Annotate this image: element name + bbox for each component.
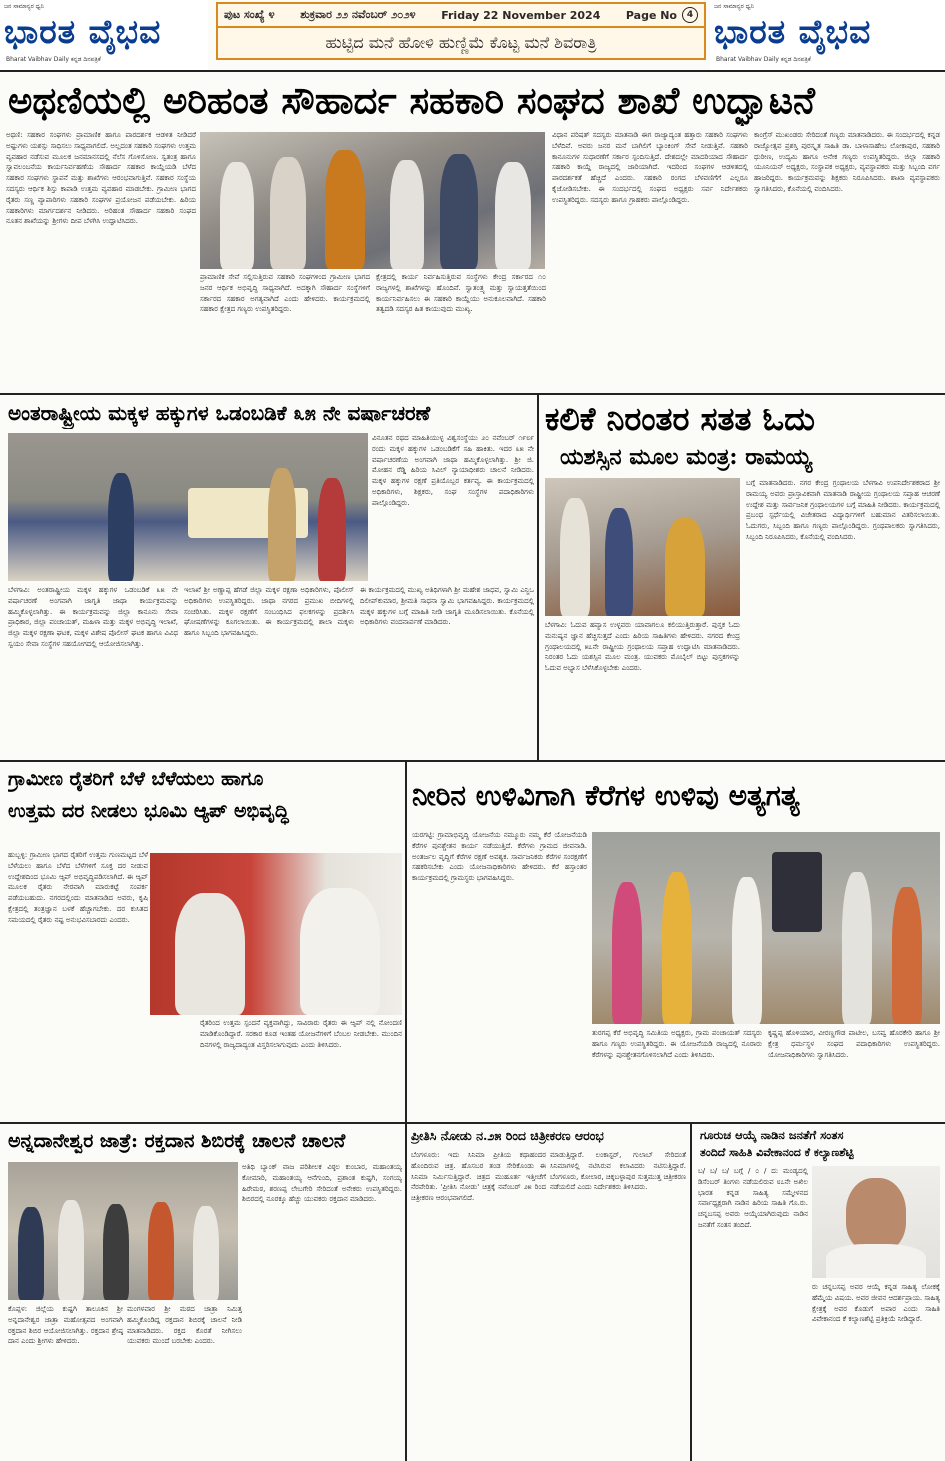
story-subheadline: ತಂದಿದೆ ಸಾಹಿತಿ ವಿವೇಕಾನಂದ ಕೆ ಕಲ್ಯಾಣಶೆಟ್ಟಿ <box>700 1146 854 1159</box>
divider <box>0 393 945 395</box>
divider <box>405 762 407 1122</box>
story-column: ಕೊಪ್ಪಳ: ಜಿಲ್ಲೆಯ ಕುಷ್ಟಗಿ ತಾಲೂಕಿನ ಶ್ರೀ ಅನ್ನದಾನೇಶ್ವರ ಜಾತ್ರಾ ಮಹೋತ್ಸವದ ಅಂಗವಾಗಿ ರಕ್ತದಾನ ಶಿಬಿರ ಆಯೋಜಿಸಲಾಗಿತ್ತು. ರಕ್ತದಾನ ಶ್ರೇಷ್ಠ ದಾನ ಎಂದು ಶ್ರೀಗಳು ಹೇಳಿದರು. <box>8 1305 123 1346</box>
event-photo <box>8 1162 238 1300</box>
divider <box>405 1124 407 1461</box>
story-headline: ಅಥಣಿಯಲ್ಲಿ ಅರಿಹಂತ ಸೌಹಾರ್ದ ಸಹಕಾರಿ ಸಂಘದ ಶಾಖೆ ಉದ್ಘಾಟನೆ <box>8 78 816 122</box>
masthead-subtitle: Bharat Vaibhav Daily ಕನ್ನಡ ದಿನಪತ್ರಿಕೆ <box>716 56 811 63</box>
divider <box>537 395 539 760</box>
story-column: ಇಲಾಖೆ ಶ್ರೀ ಅಣ್ಣಾಪ್ಪ ಹೆಗಡೆ ಜಿಲ್ಲಾ ಮಕ್ಕಳ ರಕ್ಷಣಾ ಅಧಿಕಾರಿಗಳು, ಪೊಲೀಸ್ ಅಧಿಕಾರಿಗಳು ಉಪಸ್ಥಿತರಿದ್ದರು. ಜಾಥಾ ನಗರದ ಪ್ರಮುಖ ಬೀದಿಗಳಲ್ಲಿ ಸಂಚರಿಸಿತು. ಮಕ್ಕಳ ರಕ್ಷಣೆಗೆ ಸಂಬಂಧಿಸಿದ ಫಲಕಗಳನ್ನು ಪ್ರದರ್ಶಿಸಿ ಘೋಷಣೆಗಳನ್ನು ಕೂಗಲಾಯಿತು. ಈ ಕಾರ್ಯಕ್ರಮದಲ್ಲಿ ಶಾಲಾ ಮಕ್ಕಳು ಹಾಗೂ ಸಿಬ್ಬಂದಿ ಭಾಗವಹಿಸಿದ್ದರು. <box>184 586 354 638</box>
story-column: ಮಂಗಳವಾರ ಶ್ರೀ ಮಠದ ಜಾತ್ರಾ ನಿಮಿತ್ತ ಹಮ್ಮಿಕೊಂಡಿದ್ದ ರಕ್ತದಾನ ಶಿಬಿರಕ್ಕೆ ಚಾಲನೆ ನೀಡಿ ಮಾತನಾಡಿದರು. ರಕ್ತದ ಕೊರತೆ ನೀಗಿಸಲು ಯುವಕರು ಮುಂದೆ ಬರಬೇಕು ಎಂದರು. <box>127 1305 242 1346</box>
portrait-photo <box>812 1166 940 1278</box>
story-headline: ಗೂರುಚ ಆಯ್ಕೆ ನಾಡಿನ ಜನತೆಗೆ ಸಂತಸ <box>700 1128 844 1142</box>
story-column: ಕಾಂಗ್ರೆಸ್ ಮುಖಂಡರು ಸೇರಿದಂತೆ ಗಣ್ಯರು ಮಾತನಾಡಿದರು. ಈ ಸಂದರ್ಭದಲ್ಲಿ ಕನ್ನಡ ರಾಜ್ಯೋತ್ಸವ ಪ್ರಶಸ್ತಿ ಪುರಸ್ಕೃತ ಸಾಹಿತಿ ಡಾ. ಬಾಳಾಸಾಹೇಬ ಲೋಕಾಪುರ, ಸಹಕಾರಿ ಧುರೀಣ, ಉದ್ಯಮಿ ಹಾಗೂ ಅನೇಕ ಗಣ್ಯರು ಉಪಸ್ಥಿತರಿದ್ದರು. ಜಿಲ್ಲಾ ಸಹಕಾರಿ ಯೂನಿಯನ್ ಅಧ್ಯಕ್ಷರು, ಸಂಸ್ಥಾಪಕ ಅಧ್ಯಕ್ಷರು, ವ್ಯವಸ್ಥಾಪಕರು ಮತ್ತು ಸಿಬ್ಬಂದಿ ವರ್ಗ ಹಾಜರಿದ್ದರು. ಕಾರ್ಯಕ್ರಮವನ್ನು ಶಿಕ್ಷಕರು ನಿರೂಪಿಸಿದರು. ಶಾಖಾ ವ್ಯವಸ್ಥಾಪಕರು ಸ್ವಾಗತಿಸಿದರು, ಕೊನೆಯಲ್ಲಿ ವಂದಿಸಿದರು. <box>754 131 940 193</box>
event-photo <box>200 132 545 269</box>
story-headline: ಪ್ರೀತಿಸಿ ನೋಡು ನ.೨೫ ರಿಂದ ಚಿತ್ರೀಕರಣ ಆರಂಭ <box>411 1128 604 1143</box>
story-column: ವಿಧಾನ ಪರಿಷತ್ ಸದಸ್ಯರು ಮಾತನಾಡಿ ಈಗ ರಾಜ್ಯಾದ್ಯಂತ ಹತ್ತಾರು ಸಹಕಾರಿ ಸಂಘಗಳು ಬೆಳೆದಿವೆ. ಅವರು ಜನರ ಮನೆ ಬಾಗಿಲಿಗೆ ಬ್ಯಾಂಕಿಂಗ್ ಸೇವೆ ನೀಡುತ್ತಿವೆ. ಸಹಕಾರಿ ಕಾನೂನುಗಳ ಸುಧಾರಣೆಗೆ ಸರ್ಕಾರ ಸ್ಪಂದಿಸುತ್ತಿದೆ. ದೇಶದಲ್ಲೇ ಮಾದರಿಯಾದ ಸೌಹಾರ್ದ ಸಹಕಾರಿ ಕಾಯ್ದೆ ರಾಜ್ಯದಲ್ಲಿ ಜಾರಿಯಾಗಿದೆ. ಇದರಿಂದ ಸಂಘಗಳ ಆಡಳಿತದಲ್ಲಿ ಪಾರದರ್ಶಕತೆ ಹೆಚ್ಚಿದೆ ಎಂದರು. ಸಹಕಾರಿ ರಂಗದ ಬೆಳವಣಿಗೆಗೆ ಎಲ್ಲರೂ ಕೈಜೋಡಿಸಬೇಕು. ಈ ಸಂದರ್ಭದಲ್ಲಿ ಸಂಘದ ಅಧ್ಯಕ್ಷರು ಸರ್ವ ನಿರ್ದೇಶಕರು ಉಪಸ್ಥಿತರಿದ್ದರು. ಸದಸ್ಯರು ಹಾಗೂ ಗ್ರಾಹಕರು ಪಾಲ್ಗೊಂಡಿದ್ದರು. <box>552 131 748 204</box>
masthead-motto: ಹುಟ್ಟಿದ ಮನೆ ಹೋಳಿ ಹುಣ್ಣಿಮೆ ಕೊಟ್ಟ ಮನೆ ಶಿವರಾತ್ರಿ <box>325 33 597 52</box>
masthead-subtitle: Bharat Vaibhav Daily ಕನ್ನಡ ದಿನಪತ್ರಿಕೆ <box>6 56 101 63</box>
story-subheadline: ಉತ್ತಮ ದರ ನೀಡಲು ಭೂಮಿ ಆ್ಯಪ್ ಅಭಿವೃದ್ಧಿ <box>8 800 289 822</box>
event-photo <box>545 478 740 616</box>
story-column: ಬೆಂಗಳೂರು: ಇದು ಸಿನಿಮಾ ಪ್ರೀತಿಯ ಕಥಾಹಂದರ ಹೊಂದಿರುವ ಚಿತ್ರ. ಹೊಸಬರ ತಂಡ ಸೇರಿಕೊಂಡು ಈ ಸಿನಿಮಾ ನಿರ್ಮಿಸುತ್ತಿದ್ದಾರೆ. ಚಿತ್ರದ ಮುಹೂರ್ತ ಇತ್ತೀಚೆಗೆ ನೆರವೇರಿತು. 'ಪ್ರೀತಿಸಿ ನೋಡು' ಚಿತ್ರಕ್ಕೆ ನವೆಂಬರ್ ೨೫ ರಿಂದ ಚಿತ್ರೀಕರಣ ಆರಂಭವಾಗಲಿದೆ. <box>411 1151 546 1203</box>
masthead-tagline: ಜನ ಸಾಮಾನ್ಯರ ಧ್ವನಿ <box>714 3 754 10</box>
masthead-tagline: ಜನ ಸಾಮಾನ್ಯರ ಧ್ವನಿ <box>4 3 44 10</box>
masthead-left <box>0 0 208 70</box>
story-column: ಕ್ಷೇತ್ರದಲ್ಲಿ ಕಾರ್ಯ ನಿರ್ವಹಿಸುತ್ತಿರುವ ಸಂಸ್ಥೆಗಳು ಕೇಂದ್ರ ಸರ್ಕಾರದ ೧೦ ರಾಜ್ಯಗಳಲ್ಲಿ ಶಾಖೆಗಳನ್ನು ಹೊಂದಿವೆ. ಸ್ವಾತಂತ್ರ್ಯ ಮತ್ತು ಸ್ವಾಯತ್ತತೆಯಿಂದ ಕಾರ್ಯನಿರ್ವಹಿಸಲು ಈ ಸಹಕಾರಿ ಕಾಯ್ದೆಯು ಅನುಕೂಲವಾಗಿದೆ. ಸಹಕಾರಿ ತತ್ವದಡಿ ಸದಸ್ಯರ ಹಿತ ಕಾಯುವುದು ಮುಖ್ಯ. <box>376 273 546 314</box>
story-column: ಬ/ ಬ/ ಬ/ ಬಗ್ಗೆ / ೦ / ದ: ಮಂಡ್ಯದಲ್ಲಿ ಡಿಸೆಂಬರ್ ತಿಂಗಳು ನಡೆಯಲಿರುವ ೮೭ನೇ ಅಖಿಲ ಭಾರತ ಕನ್ನಡ ಸಾಹಿತ್ಯ ಸಮ್ಮೇಳನದ ಸರ್ವಾಧ್ಯಕ್ಷರಾಗಿ ನಾಡಿನ ಹಿರಿಯ ಸಾಹಿತಿ ಗೊ.ರು. ಚನ್ನಬಸಪ್ಪ ಅವರು ಆಯ್ಕೆಯಾಗಿರುವುದು ನಾಡಿನ ಜನತೆಗೆ ಸಂತಸ ತಂದಿದೆ. <box>698 1167 808 1229</box>
story-headline: ಅನ್ನದಾನೇಶ್ವರ ಜಾತ್ರೆ: ರಕ್ತದಾನ ಶಿಬಿರಕ್ಕೆ ಚಾಲನೆ ಚಾಲನೆ <box>8 1130 346 1152</box>
event-photo <box>592 832 940 1024</box>
story-column: ತುರಗಪ್ಪ ಕೆರೆ ಅಭಿವೃದ್ಧಿ ಸಮಿತಿಯ ಅಧ್ಯಕ್ಷರು, ಗ್ರಾಮ ಪಂಚಾಯತ್ ಸದಸ್ಯರು ಹಾಗೂ ಗಣ್ಯರು ಉಪಸ್ಥಿತರಿದ್ದರು. ಈ ಯೋಜನೆಯಡಿ ರಾಜ್ಯದಲ್ಲಿ ನೂರಾರು ಕೆರೆಗಳನ್ನು ಪುನಶ್ಚೇತನಗೊಳಿಸಲಾಗಿದೆ ಎಂದು ತಿಳಿಸಿದರು. <box>592 1029 762 1059</box>
story-headline: ಗ್ರಾಮೀಣ ರೈತರಿಗೆ ಬೆಳೆ ಬೆಳೆಯಲು ಹಾಗೂ <box>8 768 264 790</box>
story-headline: ಅಂತರಾಷ್ಟ್ರೀಯ ಮಕ್ಕಳ ಹಕ್ಕುಗಳ ಒಡಂಬಡಿಕೆ ೩೫ ನೇ ವರ್ಷಾಚರಣೆ <box>8 401 431 425</box>
story-headline: ನೀರಿನ ಉಳಿವಿಗಾಗಿ ಕೆರೆಗಳ ಉಳಿವು ಅತ್ಯಗತ್ಯ <box>412 779 800 812</box>
story-column: ಮಾಡುತ್ತಿದ್ದಾರೆ. ಲಂಕಾಸ್ಟರ್, ಗುಲಾಬ್ ಸೇರಿದಂತೆ ಸಿನಿಮಾಗಳಲ್ಲಿ ನಟಿಸಿರುವ ಕಲಾವಿದರು ನಟಿಸುತ್ತಿದ್ದಾರೆ. ಬೆಂಗಳೂರು, ಕೋಲಾರ, ಚಿಕ್ಕಬಳ್ಳಾಪುರ ಸುತ್ತಮುತ್ತ ಚಿತ್ರೀಕರಣ ನಡೆಯಲಿದೆ ಎಂದು ನಿರ್ದೇಶಕರು ತಿಳಿಸಿದರು. <box>550 1151 686 1192</box>
story-subheadline: ಯಶಸ್ಸಿನ ಮೂಲ ಮಂತ್ರ: ರಾಮಯ್ಯ <box>560 444 813 470</box>
story-column: ಪ್ರಾಮಾಣಿಕ ಸೇವೆ ಸಲ್ಲಿಸುತ್ತಿರುವ ಸಹಕಾರಿ ಸಂಘಗಳಿಂದ ಗ್ರಾಮೀಣ ಭಾಗದ ಜನರ ಆರ್ಥಿಕ ಅಭಿವೃದ್ಧಿ ಸಾಧ್ಯವಾಗಿದೆ. ಅದಕ್ಕಾಗಿ ಸೌಹಾರ್ದ ಸಂಸ್ಥೆಗಳಿಗೆ ಸರ್ಕಾರದ ಸಹಕಾರ ಅಗತ್ಯವಾಗಿದೆ ಎಂದು ಹೇಳಿದರು. ಕಾರ್ಯಕ್ರಮದಲ್ಲಿ ಸಹಕಾರ ಕ್ಷೇತ್ರದ ಗಣ್ಯರು ಉಪಸ್ಥಿತರಿದ್ದರು. <box>200 273 370 314</box>
story-column: ಕೃಷ್ಣಪ್ಪ ಹೊಳಿಯಾರ, ವೀರಣ್ಣಗೌಡ ಪಾಟೀಲ, ಬಸವ್ವ ಹೊರಕೇರಿ ಹಾಗೂ ಶ್ರೀ ಕ್ಷೇತ್ರ ಧರ್ಮಸ್ಥಳ ಸಂಘದ ಪದಾಧಿಕಾರಿಗಳು ಉಪಸ್ಥಿತರಿದ್ದರು. ಯೋಜನಾಧಿಕಾರಿಗಳು ಸ್ವಾಗತಿಸಿದರು. <box>768 1029 940 1059</box>
masthead-right <box>710 0 945 70</box>
story-column: ಬಗ್ಗೆ ಮಾತನಾಡಿದರು. ನಗರ ಕೇಂದ್ರ ಗ್ರಂಥಾಲಯ ಬೆಳಗಾವಿ ಉಪನಿರ್ದೇಶಕರಾದ ಶ್ರೀ ರಾಮಯ್ಯ ಅವರು ಪ್ರಾಸ್ತಾವಿಕವಾಗಿ ಮಾತನಾಡಿ ರಾಷ್ಟ್ರೀಯ ಗ್ರಂಥಾಲಯ ಸಪ್ತಾಹ ಆಚರಣೆ ಉದ್ದೇಶ ಮತ್ತು ಸಾರ್ವಜನಿಕ ಗ್ರಂಥಾಲಯಗಳ ಬಗ್ಗೆ ಮಾಹಿತಿ ನೀಡಿದರು. ಕಾರ್ಯಕ್ರಮದಲ್ಲಿ ಪ್ರಬಂಧ ಸ್ಪರ್ಧೆಯಲ್ಲಿ ವಿಜೇತರಾದ ವಿದ್ಯಾರ್ಥಿಗಳಿಗೆ ಬಹುಮಾನ ವಿತರಿಸಲಾಯಿತು. ಓದುಗರು, ಸಿಬ್ಬಂದಿ ಹಾಗೂ ಗಣ್ಯರು ಪಾಲ್ಗೊಂಡಿದ್ದರು. ಗ್ರಂಥಪಾಲಕರು ಸ್ವಾಗತಿಸಿದರು, ಸಿಬ್ಬಂದಿ ನಿರೂಪಿಸಿದರು, ಕೊನೆಯಲ್ಲಿ ವಂದಿಸಿದರು. <box>746 479 940 541</box>
newspaper-name: ಭಾರತ ವೈಭವ <box>714 12 872 51</box>
story-column: ಅಥಣಿ: ಸಹಕಾರ ಸಂಘಗಳು ಪ್ರಾಮಾಣಿಕ ಹಾಗೂ ಪಾರದರ್ಶಕ ಆಡಳಿತ ನೀಡಿದರೆ ಅಷ್ಟುಗಳು ಯಶಸ್ಸು ಸಾಧಿಸಲು ಸಾಧ್ಯವಾಗಲಿದೆ. ಅಲ್ಲದಂತ ಸಹಕಾರಿ ಸಂಘಗಳು ಉತ್ತಮ ವ್ಯವಹಾರ ನಡೆಸುವ ಮೂಲಕ ಜನಮಾನಸದಲ್ಲಿ ನೆಲೆಸ ಗೊಳಿಸೋಣ. ಸ್ವತಂತ್ರ ಹಾಗೂ ಸ್ವಾವಲಂಬನೆಯ ಕಾರ್ಯನಿರ್ವಹಣೆಯ ಸೌಹಾರ್ದ ಸಹಕಾರ ಕಾಯ್ದೆಯಡಿ ಬೆಳೆದ ಸಹಕಾರ ಸಂಘಗಳು ಸ್ಥಾಪನೆ ಮತ್ತು ಶಾಖೆಗಳು ಆರಂಭವಾಗುತ್ತಿವೆ. ಸಹಕಾರ ಸಂಸ್ಥೆಯ ಸದಸ್ಯರು ಆರ್ಥಿಕ ಶಿಸ್ತು ಕಾಪಾಡಿ ಉತ್ತಮ ವ್ಯವಹಾರ ಮಾಡಬೇಕು. ಗ್ರಾಮೀಣ ಭಾಗದ ರೈತರು ಸಣ್ಣ ವ್ಯಾಪಾರಿಗಳು ಸಹಕಾರಿ ಸಂಘಗಳ ಪ್ರಯೋಜನ ಪಡೆಯಬೇಕು. ಹಿರಿಯ ಸಹಕಾರಿಗಳು ಮಾರ್ಗದರ್ಶನ ನೀಡಿದರು. ಅರಿಹಂತ ಸೌಹಾರ್ದ ಸಹಕಾರಿ ಸಂಘದ ನೂತನ ಶಾಖೆಯನ್ನು ಶ್ರೀಗಳು ದೀಪ ಬೆಳಗಿಸಿ ಉದ್ಘಾಟಿಸಿದರು. <box>6 131 196 226</box>
story-column: ಈ ಕಾರ್ಯಕ್ರಮದಲ್ಲಿ ಮುಖ್ಯ ಅತಿಥಿಗಳಾಗಿ ಶ್ರೀ ಮಹೇಶ ಜಾಧವ, ಸ್ವಾಮಿ ಎನ್ಜಿಒ ದಿಲೀಪ್‌ಕುಮಾರ, ಶ್ರೀಮತಿ ಸಾಧನಾ ಸ್ವಾಮಿ ಭಾಗವಹಿಸಿದ್ದರು. ಕಾರ್ಯಕ್ರಮದಲ್ಲಿ ಮಕ್ಕಳ ಹಕ್ಕುಗಳ ಬಗ್ಗೆ ಮಾಹಿತಿ ನೀಡಿ ಜಾಗೃತಿ ಮೂಡಿಸಲಾಯಿತು. ಕೊನೆಯಲ್ಲಿ ಅಧಿಕಾರಿಗಳು ವಂದನಾರ್ಪಣೆ ಮಾಡಿದರು. <box>360 586 534 627</box>
story-column: ಬೆಳಗಾವಿ: ಅಂತರಾಷ್ಟ್ರೀಯ ಮಕ್ಕಳ ಹಕ್ಕುಗಳ ಒಡಂಬಡಿಕೆ ೩೫ ನೇ ವರ್ಷಾಚರಣೆ ಅಂಗವಾಗಿ ಜಾಗೃತಿ ಜಾಥಾ ಕಾರ್ಯಕ್ರಮವನ್ನು ಹಮ್ಮಿಕೊಳ್ಳಲಾಗಿತ್ತು. ಈ ಕಾರ್ಯಕ್ರಮವನ್ನು ಜಿಲ್ಲಾ ಕಾನೂನು ಸೇವಾ ಪ್ರಾಧಿಕಾರ, ಜಿಲ್ಲಾ ಪಂಚಾಯತ್, ಮಹಿಳಾ ಮತ್ತು ಮಕ್ಕಳ ಅಭಿವೃದ್ಧಿ ಇಲಾಖೆ, ಜಿಲ್ಲಾ ಮಕ್ಕಳ ರಕ್ಷಣಾ ಘಟಕ, ಮಕ್ಕಳ ವಿಶೇಷ ಪೊಲೀಸ್ ಘಟಕ ಹಾಗೂ ವಿವಿಧ ಸ್ವಯಂ ಸೇವಾ ಸಂಸ್ಥೆಗಳ ಸಹಯೋಗದಲ್ಲಿ ಆಯೋಜಿಸಲಾಗಿತ್ತು. <box>8 586 178 648</box>
story-headline: ಕಲಿಕೆ ನಿರಂತರ ಸತತ ಓದು <box>545 400 815 438</box>
divider <box>690 1124 692 1461</box>
event-photo <box>8 433 368 581</box>
divider <box>0 1122 945 1124</box>
issue-info-bar <box>216 2 706 60</box>
newspaper-name: ಭಾರತ ವೈಭವ <box>4 12 162 51</box>
story-column: ರೈತರಿಂದ ಉತ್ತಮ ಸ್ಪಂದನೆ ವ್ಯಕ್ತವಾಗಿದ್ದು, ಸಾವಿರಾರು ರೈತರು ಈ ಆ್ಯಪ್ ನಲ್ಲಿ ನೋಂದಣಿ ಮಾಡಿಕೊಂಡಿದ್ದಾರೆ. ಸರಕಾರ ಕೂಡ ಇಂತಹ ಯೋಜನೆಗಳಿಗೆ ಬೆಂಬಲ ನೀಡಬೇಕು. ಮುಂದಿನ ದಿನಗಳಲ್ಲಿ ರಾಜ್ಯದಾದ್ಯಂತ ವಿಸ್ತರಿಸಲಾಗುವುದು ಎಂದು ತಿಳಿಸಿದರು. <box>200 1019 402 1049</box>
issue-date: Friday 22 November 2024 <box>441 8 601 22</box>
story-column: ಬೆಳಗಾವಿ: ಓದುವ ಹವ್ಯಾಸ ಉಳ್ಳವರು ಯಾವಾಗಲೂ ಕಲಿಯುತ್ತಿರುತ್ತಾರೆ. ಪುಸ್ತಕ ಓದು ಮನುಷ್ಯನ ಜ್ಞಾನ ಹೆಚ್ಚಿಸುತ್ತದೆ ಎಂದು ಹಿರಿಯ ಸಾಹಿತಿಗಳು ಹೇಳಿದರು. ನಗರದ ಕೇಂದ್ರ ಗ್ರಂಥಾಲಯದಲ್ಲಿ ೫೭ನೇ ರಾಷ್ಟ್ರೀಯ ಗ್ರಂಥಾಲಯ ಸಪ್ತಾಹ ಉದ್ಘಾಟಿಸಿ ಮಾತನಾಡಿದರು. ನಿರಂತರ ಓದು ಯಶಸ್ಸಿನ ಮೂಲ ಮಂತ್ರ. ಯುವಕರು ಮೊಬೈಲ್ ಬಿಟ್ಟು ಪುಸ್ತಕಗಳನ್ನು ಓದುವ ಅಭ್ಯಾಸ ಬೆಳೆಸಿಕೊಳ್ಳಬೇಕು ಎಂದರು. <box>545 621 740 673</box>
divider <box>0 70 945 72</box>
story-column: ರು ಚನ್ನಬಸಪ್ಪ ಅವರ ಆಯ್ಕೆ ಕನ್ನಡ ಸಾಹಿತ್ಯ ಲೋಕಕ್ಕೆ ಹೆಮ್ಮೆಯ ವಿಷಯ. ಅವರ ಜೀವನ ಆದರ್ಶಪ್ರಾಯ. ಸಾಹಿತ್ಯ ಕ್ಷೇತ್ರಕ್ಕೆ ಅವರ ಕೊಡುಗೆ ಅಪಾರ ಎಂದು ಸಾಹಿತಿ ವಿವೇಕಾನಂದ ಕೆ ಕಲ್ಯಾಣಶೆಟ್ಟಿ ಪ್ರತಿಕ್ರಿಯೆ ನೀಡಿದ್ದಾರೆ. <box>812 1283 940 1324</box>
issue-info-row <box>218 4 704 28</box>
story-sidebar: ಅತಿಥಿ ಬ್ಯಾಂಕ್ ವಾಜ ಪರಿಶೀಲಕ ವಿಠ್ಠಲ ಕುಂಬಾರ, ಮಹಾಂತಯ್ಯ ಕೋಮಾರಿ, ಮಹಾಂತಯ್ಯ ಆನೆಗುಂದಿ, ಪ್ರಶಾಂತ ಕುಷ್ಟಗಿ, ಸಂಗಯ್ಯ ಹಿರೇಮಠ, ಶರಣಪ್ಪ ಲೇಬಗೇರಿ ಸೇರಿದಂತೆ ಅನೇಕರು ಉಪಸ್ಥಿತರಿದ್ದರು. ಶಿಬಿರದಲ್ಲಿ ನೂರಕ್ಕೂ ಹೆಚ್ಚು ಯುವಕರು ರಕ್ತದಾನ ಮಾಡಿದರು. <box>242 1163 402 1204</box>
issue-number: ಪುಟ ಸಂಖ್ಯೆ ೪ <box>224 8 275 21</box>
kannada-date: ಶುಕ್ರವಾರ ೨೨ ನವೆಂಬರ್ ೨೦೨೪ <box>300 8 416 21</box>
story-column: ಹುಬ್ಬಳ್ಳಿ: ಗ್ರಾಮೀಣ ಭಾಗದ ರೈತರಿಗೆ ಉತ್ತಮ ಗುಣಮಟ್ಟದ ಬೆಳೆ ಬೆಳೆಯಲು ಹಾಗೂ ಬೆಳೆದ ಬೆಳೆಗಳಿಗೆ ಸೂಕ್ತ ದರ ನೀಡುವ ಉದ್ದೇಶದಿಂದ ಭೂಮಿ ಆ್ಯಪ್ ಅಭಿವೃದ್ಧಿಪಡಿಸಲಾಗಿದೆ. ಈ ಆ್ಯಪ್ ಮೂಲಕ ರೈತರು ನೇರವಾಗಿ ಮಾರುಕಟ್ಟೆ ಸಂಪರ್ಕ ಪಡೆಯಬಹುದು. ನಗರದಲ್ಲಿಂದು ಮಾತನಾಡಿದ ಅವರು, ಕೃಷಿ ಕ್ಷೇತ್ರದಲ್ಲಿ ತಂತ್ರಜ್ಞಾನ ಬಳಕೆ ಹೆಚ್ಚಾಗಬೇಕು. ದರ ಕುಸಿತದ ಸಮಯದಲ್ಲಿ ರೈತರು ನಷ್ಟ ಅನುಭವಿಸಬಾರದು ಎಂದರು. <box>8 851 148 924</box>
page-number: Page No 4 <box>626 7 698 23</box>
divider <box>0 760 945 762</box>
speaker-photo <box>150 853 402 1015</box>
story-column: ಯರಗಟ್ಟಿ: ಗ್ರಾಮಾಭಿವೃದ್ಧಿ ಯೋಜನೆಯ ನಮ್ಮೂರು ನಮ್ಮ ಕೆರೆ ಯೋಜನೆಯಡಿ ಕೆರೆಗಳ ಪುನಶ್ಚೇತನ ಕಾರ್ಯ ನಡೆಯುತ್ತಿದೆ. ಕೆರೆಗಳು ಗ್ರಾಮದ ಜೀವನಾಡಿ. ಅಂತರ್ಜಲ ವೃದ್ಧಿಗೆ ಕೆರೆಗಳ ರಕ್ಷಣೆ ಅವಶ್ಯಕ. ಸಾರ್ವಜನಿಕರು ಕೆರೆಗಳ ಸಂರಕ್ಷಣೆಗೆ ಸಹಕರಿಸಬೇಕು ಎಂದು ಯೋಜನಾಧಿಕಾರಿಗಳು ಹೇಳಿದರು. ಕೆರೆ ಹಸ್ತಾಂತರ ಕಾರ್ಯಕ್ರಮದಲ್ಲಿ ಗ್ರಾಮಸ್ಥರು ಭಾಗವಹಿಸಿದ್ದರು. <box>412 831 587 883</box>
story-sidebar: ವಿನೂತನ ರಥದ ಮಾಹಿತಿಯುಳ್ಳ ವಿಶ್ವಸಂಸ್ಥೆಯು ೨೦ ನವೆಂಬರ್ ೧೯೮೯ ರಂದು ಮಕ್ಕಳ ಹಕ್ಕುಗಳ ಒಡಂಬಡಿಕೆಗೆ ಸಹಿ ಹಾಕಿತು. ಇದರ ೩೫ ನೇ ವರ್ಷಾಚರಣೆಯ ಅಂಗವಾಗಿ ಜಾಥಾ ಹಮ್ಮಿಕೊಳ್ಳಲಾಗಿತ್ತು. ಶ್ರೀ ಜಿ. ಮೋಹನ ರೆಡ್ಡಿ ಹಿರಿಯ ಸಿವಿಲ್ ನ್ಯಾಯಾಧೀಶರು ಚಾಲನೆ ನೀಡಿದರು. ಮಕ್ಕಳ ಹಕ್ಕುಗಳ ರಕ್ಷಣೆ ಪ್ರತಿಯೊಬ್ಬರ ಕರ್ತವ್ಯ. ಈ ಕಾರ್ಯಕ್ರಮದಲ್ಲಿ ಅಧಿಕಾರಿಗಳು, ಶಿಕ್ಷಕರು, ಸಂಘ ಸಂಸ್ಥೆಗಳ ಪದಾಧಿಕಾರಿಗಳು ಪಾಲ್ಗೊಂಡಿದ್ದರು. <box>372 434 534 507</box>
